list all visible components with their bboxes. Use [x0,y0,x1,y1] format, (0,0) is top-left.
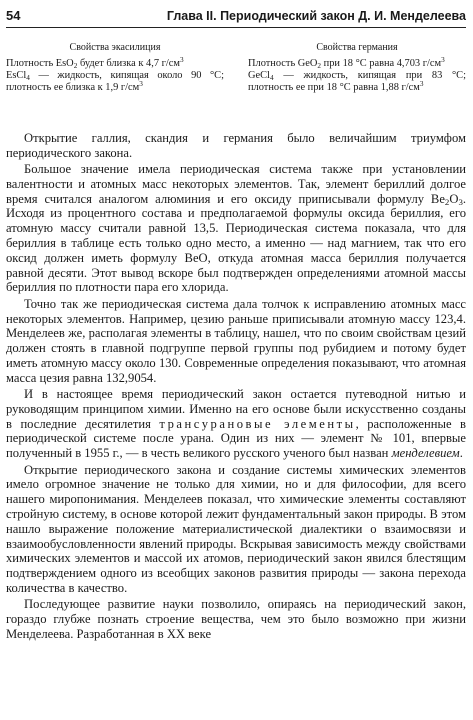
body-text [6,131,466,642]
italic-term: менделевием [391,446,460,461]
column-title: Свойства германия [316,42,398,53]
spaced-term: трансурановые элементы [159,416,356,431]
column-text: GeCl$_4$ — жидкость, кипящая при 83 °C; плотность ее при 18 °C равна 1,88 $г/см^3$ [248,70,467,93]
header-rule [6,27,466,28]
paragraph: Открытие периодического закона и создание системы химических элементов имело огромное значение не только для химии, но и для философии, для всего нашего миропонимания. Менделеев показал, что химические элементы составляют стройную систему, в основе которой лежит фундаментальный закон природы. В этом нашло выражение положение материалистической диалектики о взаимосвязи и взаимообусловленности явлений природы. Вскрывая зависимость между свойствами химических элементов и массой их атомов, периодический закон явился блестящим подтверждением одного из всеобщих законов развития природы — закона перехода количества в качество. [6,462,466,595]
paragraph: Точно так же периодическая система дала толчок к исправлению атомных масс некоторых элементов. Например, цезию раньше приписывали атомную массу 123,4. Менделеев же, располагая элементы в таблицу, нашел, что по своим свойствам цезий должен стоять в главной подгруппе первой группы под рубидием и потому будет иметь атомную массу около 130. Современные определения показывают, что атомная масса цезия равна 132,9054. [6,296,466,385]
running-title: Глава II. Периодический закон Д. И. Менделеева [166,9,466,23]
column-text: Плотность EsO$_2$ будет близка к 4,7 $г/см^3$ [6,56,184,70]
column-title: Свойства экасилиция [69,42,161,53]
paragraph: Последующее развитие науки позволило, опираясь на периодический закон, гораздо глубже познать строение вещества, чем это было возможно при жизни Менделеева. Разработанная в XX веке [6,597,466,641]
running-header [6,8,466,23]
ekasilicon-properties-column [6,42,224,94]
paragraph: Большое значение имела периодическая система также при установлении валентности и атомных масс некоторых элементов. Так, элемент бериллий долгое время считался аналогом алюминия и его оксиду приписывали формулу $Be_2O_3$. Исходя из процентного состава и предполагаемой формулы оксида бериллия, его атомную массу считали равной 13,5. Периодическая система показала, что для бериллия в таблице есть только одно место, а именно — над магнием, так что его оксид должен иметь формулу BeO, откуда атомная масса бериллия получается равной десяти. Этот вывод вскоре был подтвержден определениями атомной массы бериллия по плотности пара его хлорида. [6,162,466,295]
paragraph: И в настоящее время периодический закон остается путеводной нитью и руководящим принципом химии. Именно на его основе были искусственно созданы в последние десятилетия трансурановые элементы, расположенные в периодической системе после урана. Один из них — элемент № 101, впервые полученный в 1955 г., — в честь великого русского ученого был назван менделевием. [6,387,466,461]
page-number: 54 [6,8,21,23]
germanium-properties-column [248,42,466,94]
column-text: EsCl$_4$ — жидкость, кипящая около 90 °C; плотность ее близка к 1,9 $г/см^3$ [6,70,224,93]
column-text: Плотность GeO$_2$ при 18 °C равна 4,703 $г/см^3$ [248,56,445,70]
comparison-columns [6,42,466,94]
paragraph: Открытие галлия, скандия и германия было величайшим триумфом периодического закона. [6,131,466,160]
